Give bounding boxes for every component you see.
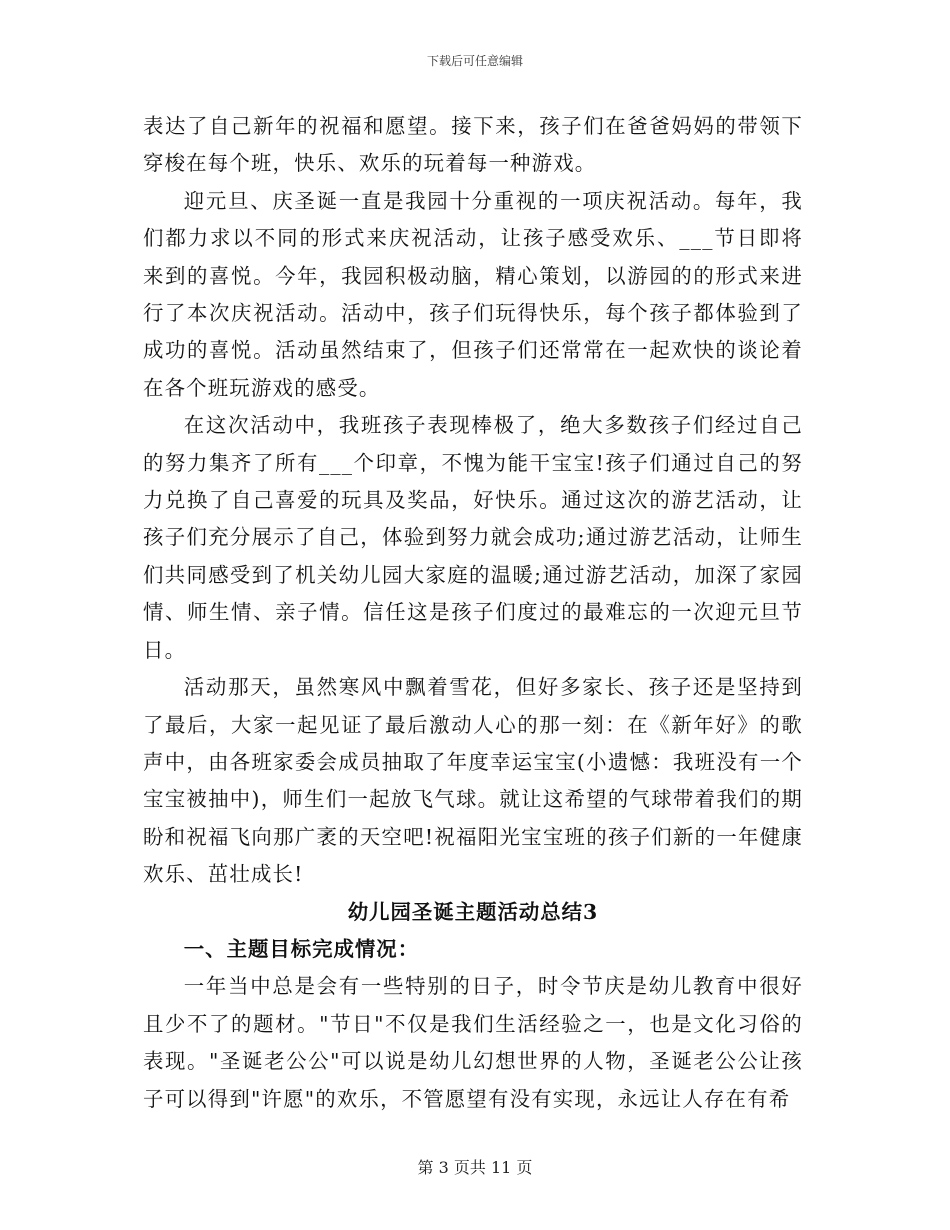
document-body	[143, 108, 803, 1118]
paragraph-activity-day: 活动那天，虽然寒风中飘着雪花，但好多家长、孩子还是坚持到了最后，大家一起见证了最后激动人心的那一刻：在《新年好》的歌声中，由各班家委会成员抽取了年度幸运宝宝(小遗憾：我班没有一个宝宝被抽中)，师生们一起放飞气球。就让这希望的气球带着我们的期盼和祝福飞向那广袤的天空吧!祝福阳光宝宝班的孩子们新的一年健康欢乐、茁壮成长!	[143, 675, 803, 887]
page-header-note: 下载后可任意编辑	[426, 54, 523, 68]
subsection-title: 一、主题目标完成情况：	[183, 936, 420, 961]
paragraph-continuation: 表达了自己新年的祝福和愿望。接下来，孩子们在爸爸妈妈的带领下穿梭在每个班，快乐、欢乐的玩着每一种游戏。	[143, 114, 803, 176]
paragraph-celebration-overview: 迎元旦、庆圣诞一直是我园十分重视的一项庆祝活动。每年，我们都力求以不同的形式来庆祝活动，让孩子感受欢乐、___节日即将来到的喜悦。今年，我园积极动脑，精心策划，以游园的的形式来进行了本次庆祝活动。活动中，孩子们玩得快乐，每个孩子都体验到了成功的喜悦。活动虽然结束了，但孩子们还常常在一起欢快的谈论着在各个班玩游戏的感受。	[143, 188, 803, 400]
section-title: 幼儿园圣诞主题活动总结3	[347, 899, 599, 924]
page-number-footer: 第 3 页共 11 页	[417, 1158, 533, 1177]
paragraph-class-performance: 在这次活动中，我班孩子表现棒极了，绝大多数孩子们经过自己的努力集齐了所有___个印章，不愧为能干宝宝!孩子们通过自己的努力兑换了自己喜爱的玩具及奖品，好快乐。通过这次的游艺活动，让孩子们充分展示了自己，体验到努力就会成功;通过游艺活动，让师生们共同感受到了机关幼儿园大家庭的温暖;通过游艺活动，加深了家园情、师生情、亲子情。信任这是孩子们度过的最难忘的一次迎元旦节日。	[143, 413, 803, 662]
paragraph-theme-goals: 一年当中总是会有一些特别的日子，时令节庆是幼儿教育中很好且少不了的题材。"节日"不仅是我们生活经验之一，也是文化习俗的表现。"圣诞老公公"可以说是幼儿幻想世界的人物，圣诞老公公让孩子可以得到"许愿"的欢乐，不管愿望有没有实现，永远让人存在有希	[143, 974, 803, 1111]
